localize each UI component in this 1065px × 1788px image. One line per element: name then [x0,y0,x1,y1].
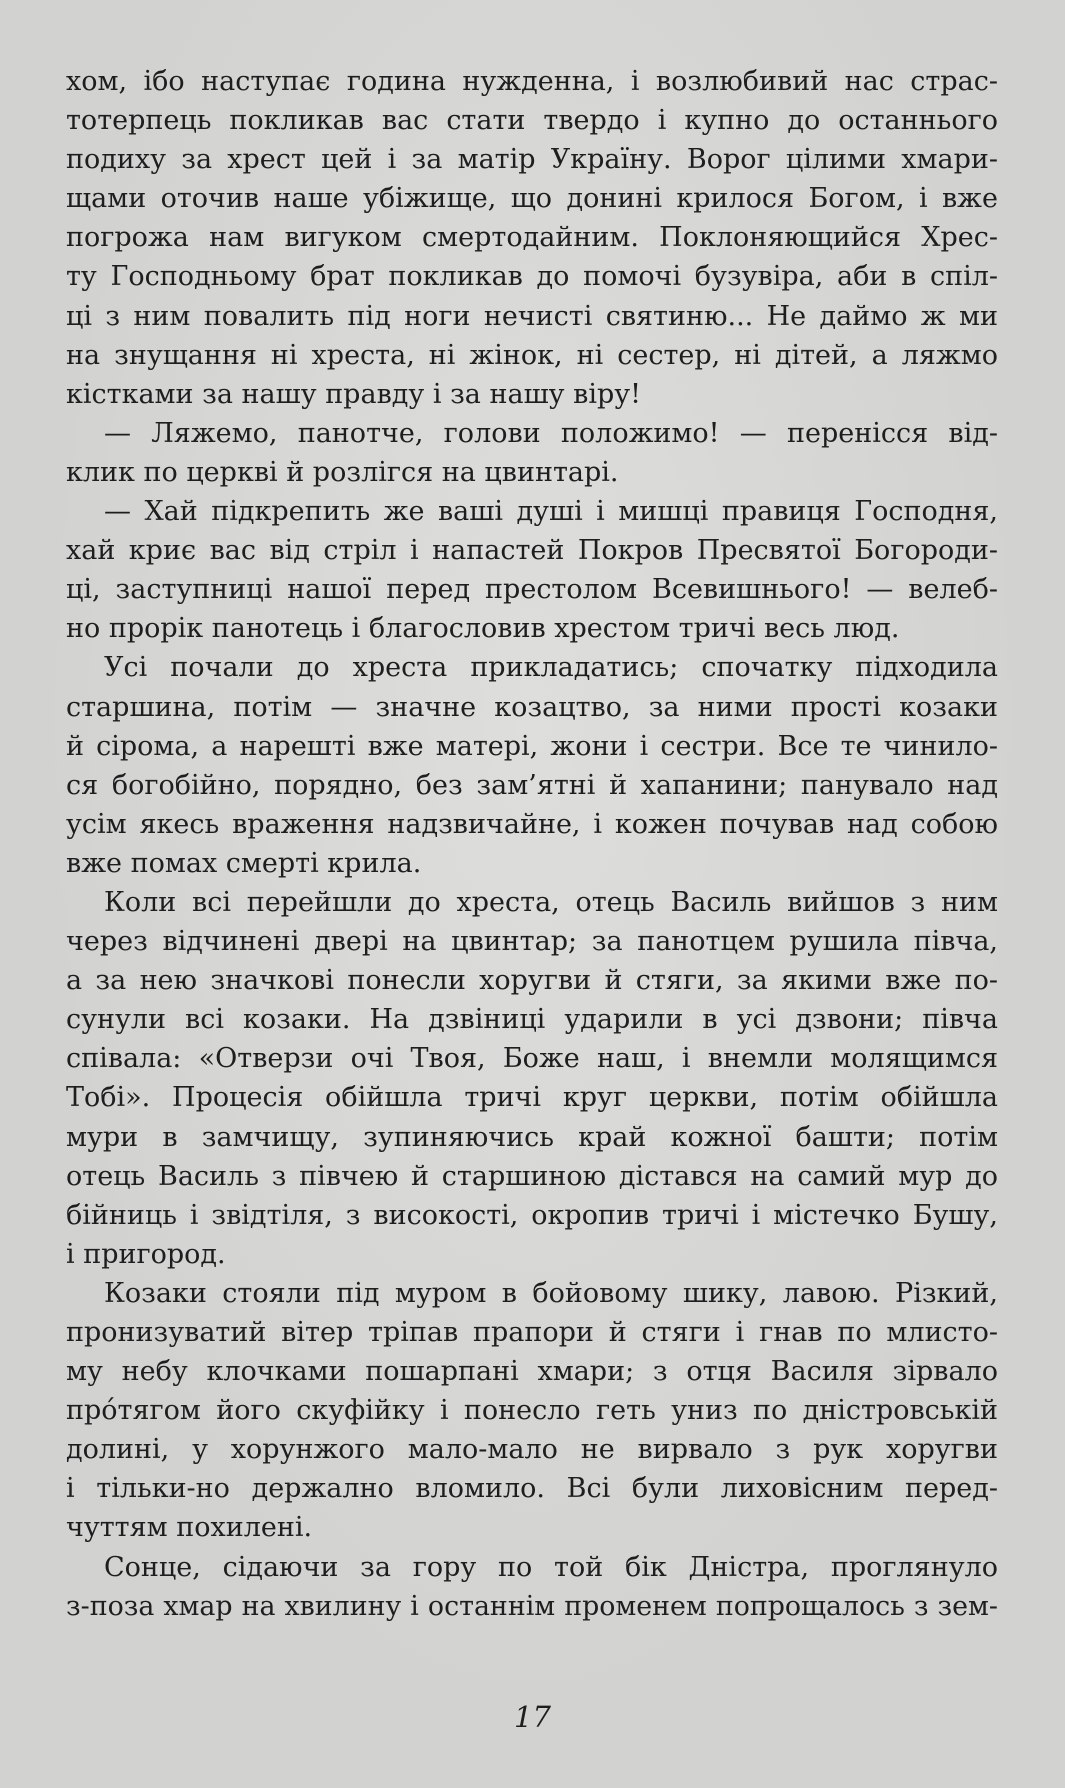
text-line: пронизуватий вітер тріпав прапори й стяги і гнав по млисто- [66,1317,998,1348]
text-line: подиху за хрест цей і за матір Україну. Ворог цілими хмари- [66,144,998,176]
text-line: Коли всі перейшли до хреста, отець Василь вийшов з ним [104,886,998,918]
text-line: погрожа нам вигуком смертодайним. Поклоняющийся Хрес- [66,222,998,254]
text-line: співала: «Отверзи очі Твоя, Боже наш, і внемли молящимся [66,1043,998,1075]
text-line: чуттям похилені. [66,1512,313,1544]
text-line: но прорік панотець і благословив хрестом тричі весь люд. [66,613,900,645]
text-line: ту Господньому брат покликав до помочі бузувіра, аби в спіл- [66,261,998,293]
text-line: щами оточив наше убіжище, що донині крилося Богом, і вже [66,183,998,215]
text-line: — Хай підкрепить же ваші душі і мишці правиця Господня, [104,496,998,528]
text-line: клик по церкві й розлігся на цвинтарі. [66,456,619,488]
text-line: вже помах смерті крила. [66,847,422,879]
text-line: на знущання ні хреста, ні жінок, ні сестер, ні дітей, а ляжмо [66,339,998,371]
text-line: хай криє вас від стріл і напастей Покров Пресвятої Богороди- [66,535,998,567]
text-line: — Ляжемо, панотче, голови положимо! — перенісся від- [104,417,998,449]
text-line: і пригород. [66,1238,226,1270]
text-line: бійниць і звідтіля, з високості, окропив тричі і містечко Бушу, [66,1199,998,1231]
text-line: прóтягом його скуфійку і понесло геть униз по дністровській [66,1395,998,1427]
text-line: ці, заступниці нашої перед престолом Всевишнього! — велеб- [66,574,998,606]
text-line: ці з ним повалить під ноги нечисті святиню... Не даймо ж ми [66,300,998,332]
text-line: му небу клочками пошарпані хмари; з отця Василя зірвало [66,1356,998,1388]
text-line: хом, ібо наступає година нужденна, і возлюбивий нас страс- [66,66,998,97]
text-line: Сонце, сідаючи за гору по той бік Дністра, проглянуло [104,1551,998,1583]
text-line: через відчинені двері на цвинтар; за панотцем рушила півча, [66,926,998,958]
text-line: кістками за нашу правду і за нашу віру! [66,378,642,410]
text-line: і тільки-но держално вломило. Всі були лиховісним перед- [66,1473,998,1505]
text-line: з-поза хмар на хвилину і останнім променем попрощалось з зем- [66,1590,998,1622]
text-line: тотерпець покликав вас стати твердо і купно до останнього [66,105,998,137]
text-line: усім якесь враження надзвичайне, і кожен почував над собою [66,808,998,840]
text-line: сунули всі козаки. На дзвіниці ударили в усі дзвони; півча [66,1004,998,1036]
page-number: 17 [514,1700,551,1734]
text-line: отець Василь з півчею й старшиною дістався на самий мур до [66,1160,998,1192]
text-line: ся богобійно, порядно, без зам’ятні й хапанини; панувало над [66,769,998,801]
text-line: мури в замчищу, зупиняючись край кожної башти; потім [66,1121,998,1153]
text-line: Усі почали до хреста прикладатись; спочатку підходила [104,652,998,684]
body-text [66,62,998,1626]
text-line: старшина, потім — значне козацтво, за ними прості козаки [66,691,998,723]
text-line: й сірома, а нарешті вже матері, жони і сестри. Все те чинило- [66,730,998,762]
text-line: Козаки стояли під муром в бойовому шику, лавою. Різкий, [104,1277,998,1309]
text-line: а за нею значкові понесли хоругви й стяги, за якими вже по- [66,965,998,997]
text-line: Тобі». Процесія обійшла тричі круг церкви, потім обійшла [66,1082,998,1114]
text-line: долині, у хорунжого мало-мало не вирвало з рук хоругви [66,1434,998,1466]
